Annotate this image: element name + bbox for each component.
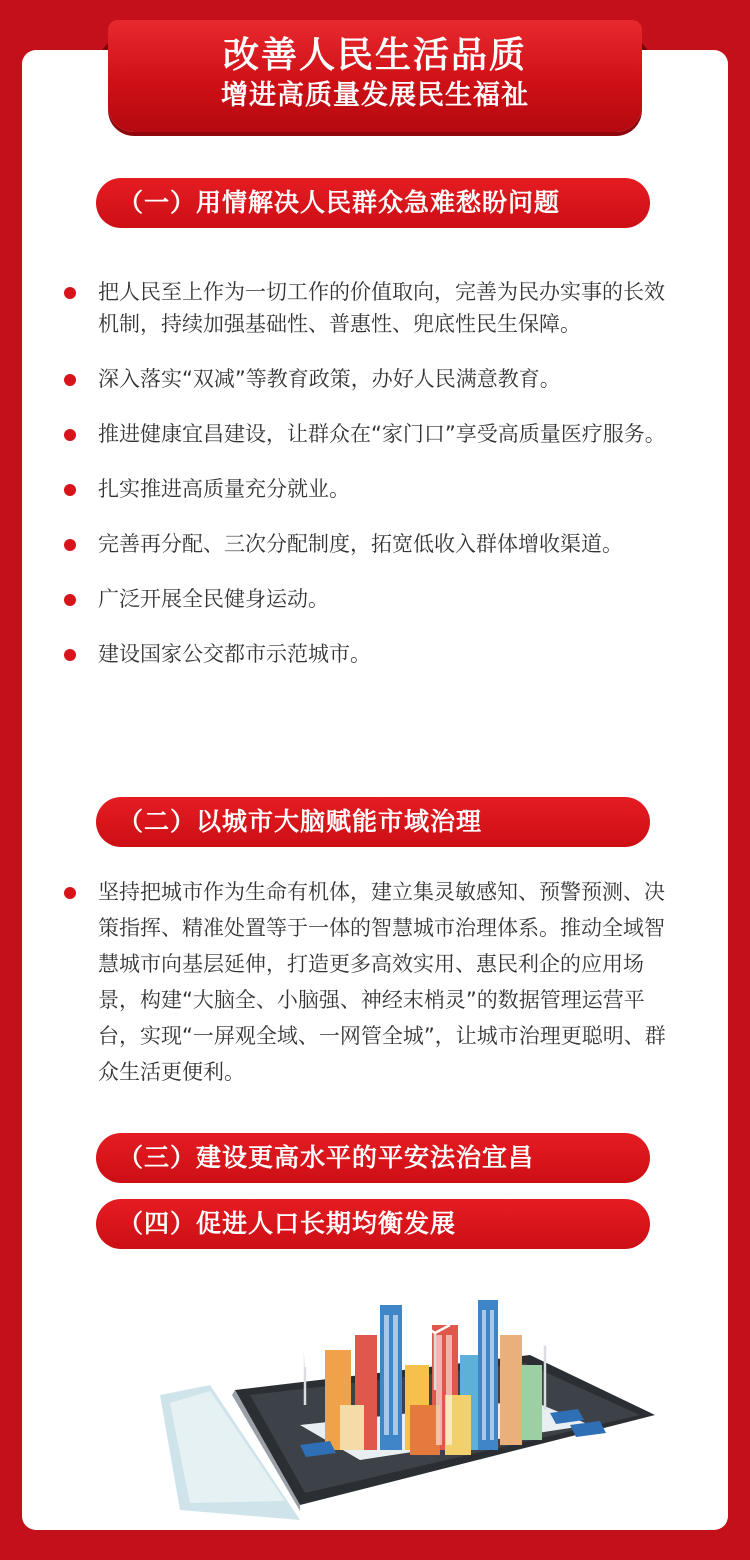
list-item-text: 深入落实“双减”等教育政策，办好人民满意教育。 (98, 367, 561, 391)
section-2-header: （二）以城市大脑赋能市域治理 (96, 797, 650, 847)
list-item (62, 638, 682, 670)
list-item-text: 广泛开展全民健身运动。 (98, 587, 329, 611)
bullet-dot-icon (64, 484, 76, 496)
list-item-text: 建设国家公交都市示范城市。 (98, 642, 371, 666)
building (410, 1405, 440, 1455)
list-item (62, 583, 682, 615)
section-4-header: （四）促进人口长期均衡发展 (96, 1199, 650, 1249)
list-item (62, 276, 682, 340)
list-item (62, 363, 682, 395)
section-1-header: （一）用情解决人民群众急难愁盼问题 (96, 178, 650, 228)
section-2-list (62, 874, 682, 1090)
bullet-dot-icon (64, 887, 76, 899)
list-item-text: 坚持把城市作为生命有机体，建立集灵敏感知、预警预测、决策指挥、精准处置等于一体的智慧城市治理体系。推动全域智慧城市向基层延伸，打造更多高效实用、惠民利企的应用场景，构建“大脑全、小脑强、神经末梢灵”的数据管理运营平台，实现“一屏观全域、一网管全城”，让城市治理更聪明、群众生活更便利。 (98, 880, 666, 1084)
page-subtitle: 增进高质量发展民生福祉 (221, 80, 529, 111)
bullet-dot-icon (64, 649, 76, 661)
section-3-header: （三）建设更高水平的平安法治宜昌 (96, 1133, 650, 1183)
building (500, 1335, 522, 1445)
section-1-list (62, 276, 682, 693)
bullet-dot-icon (64, 374, 76, 386)
header-banner (108, 20, 642, 132)
list-item-text: 把人民至上作为一切工作的价值取向，完善为民办实事的长效机制，持续加强基础性、普惠性、兜底性民生保障。 (98, 280, 665, 336)
list-item (62, 473, 682, 505)
building (478, 1300, 498, 1450)
list-item (62, 874, 682, 1090)
building (340, 1405, 364, 1450)
building (380, 1305, 402, 1450)
list-item-text: 完善再分配、三次分配制度，拓宽低收入群体增收渠道。 (98, 532, 623, 556)
smart-city-illustration (150, 1295, 670, 1525)
bullet-dot-icon (64, 539, 76, 551)
banner-body (108, 20, 642, 132)
list-item-text: 推进健康宜昌建设，让群众在“家门口”享受高质量医疗服务。 (98, 422, 666, 446)
building (522, 1365, 542, 1440)
bullet-dot-icon (64, 429, 76, 441)
bullet-dot-icon (64, 594, 76, 606)
page-title: 改善人民生活品质 (222, 35, 527, 76)
list-item-text: 扎实推进高质量充分就业。 (98, 477, 350, 501)
list-item (62, 528, 682, 560)
list-item (62, 418, 682, 450)
bullet-dot-icon (64, 287, 76, 299)
